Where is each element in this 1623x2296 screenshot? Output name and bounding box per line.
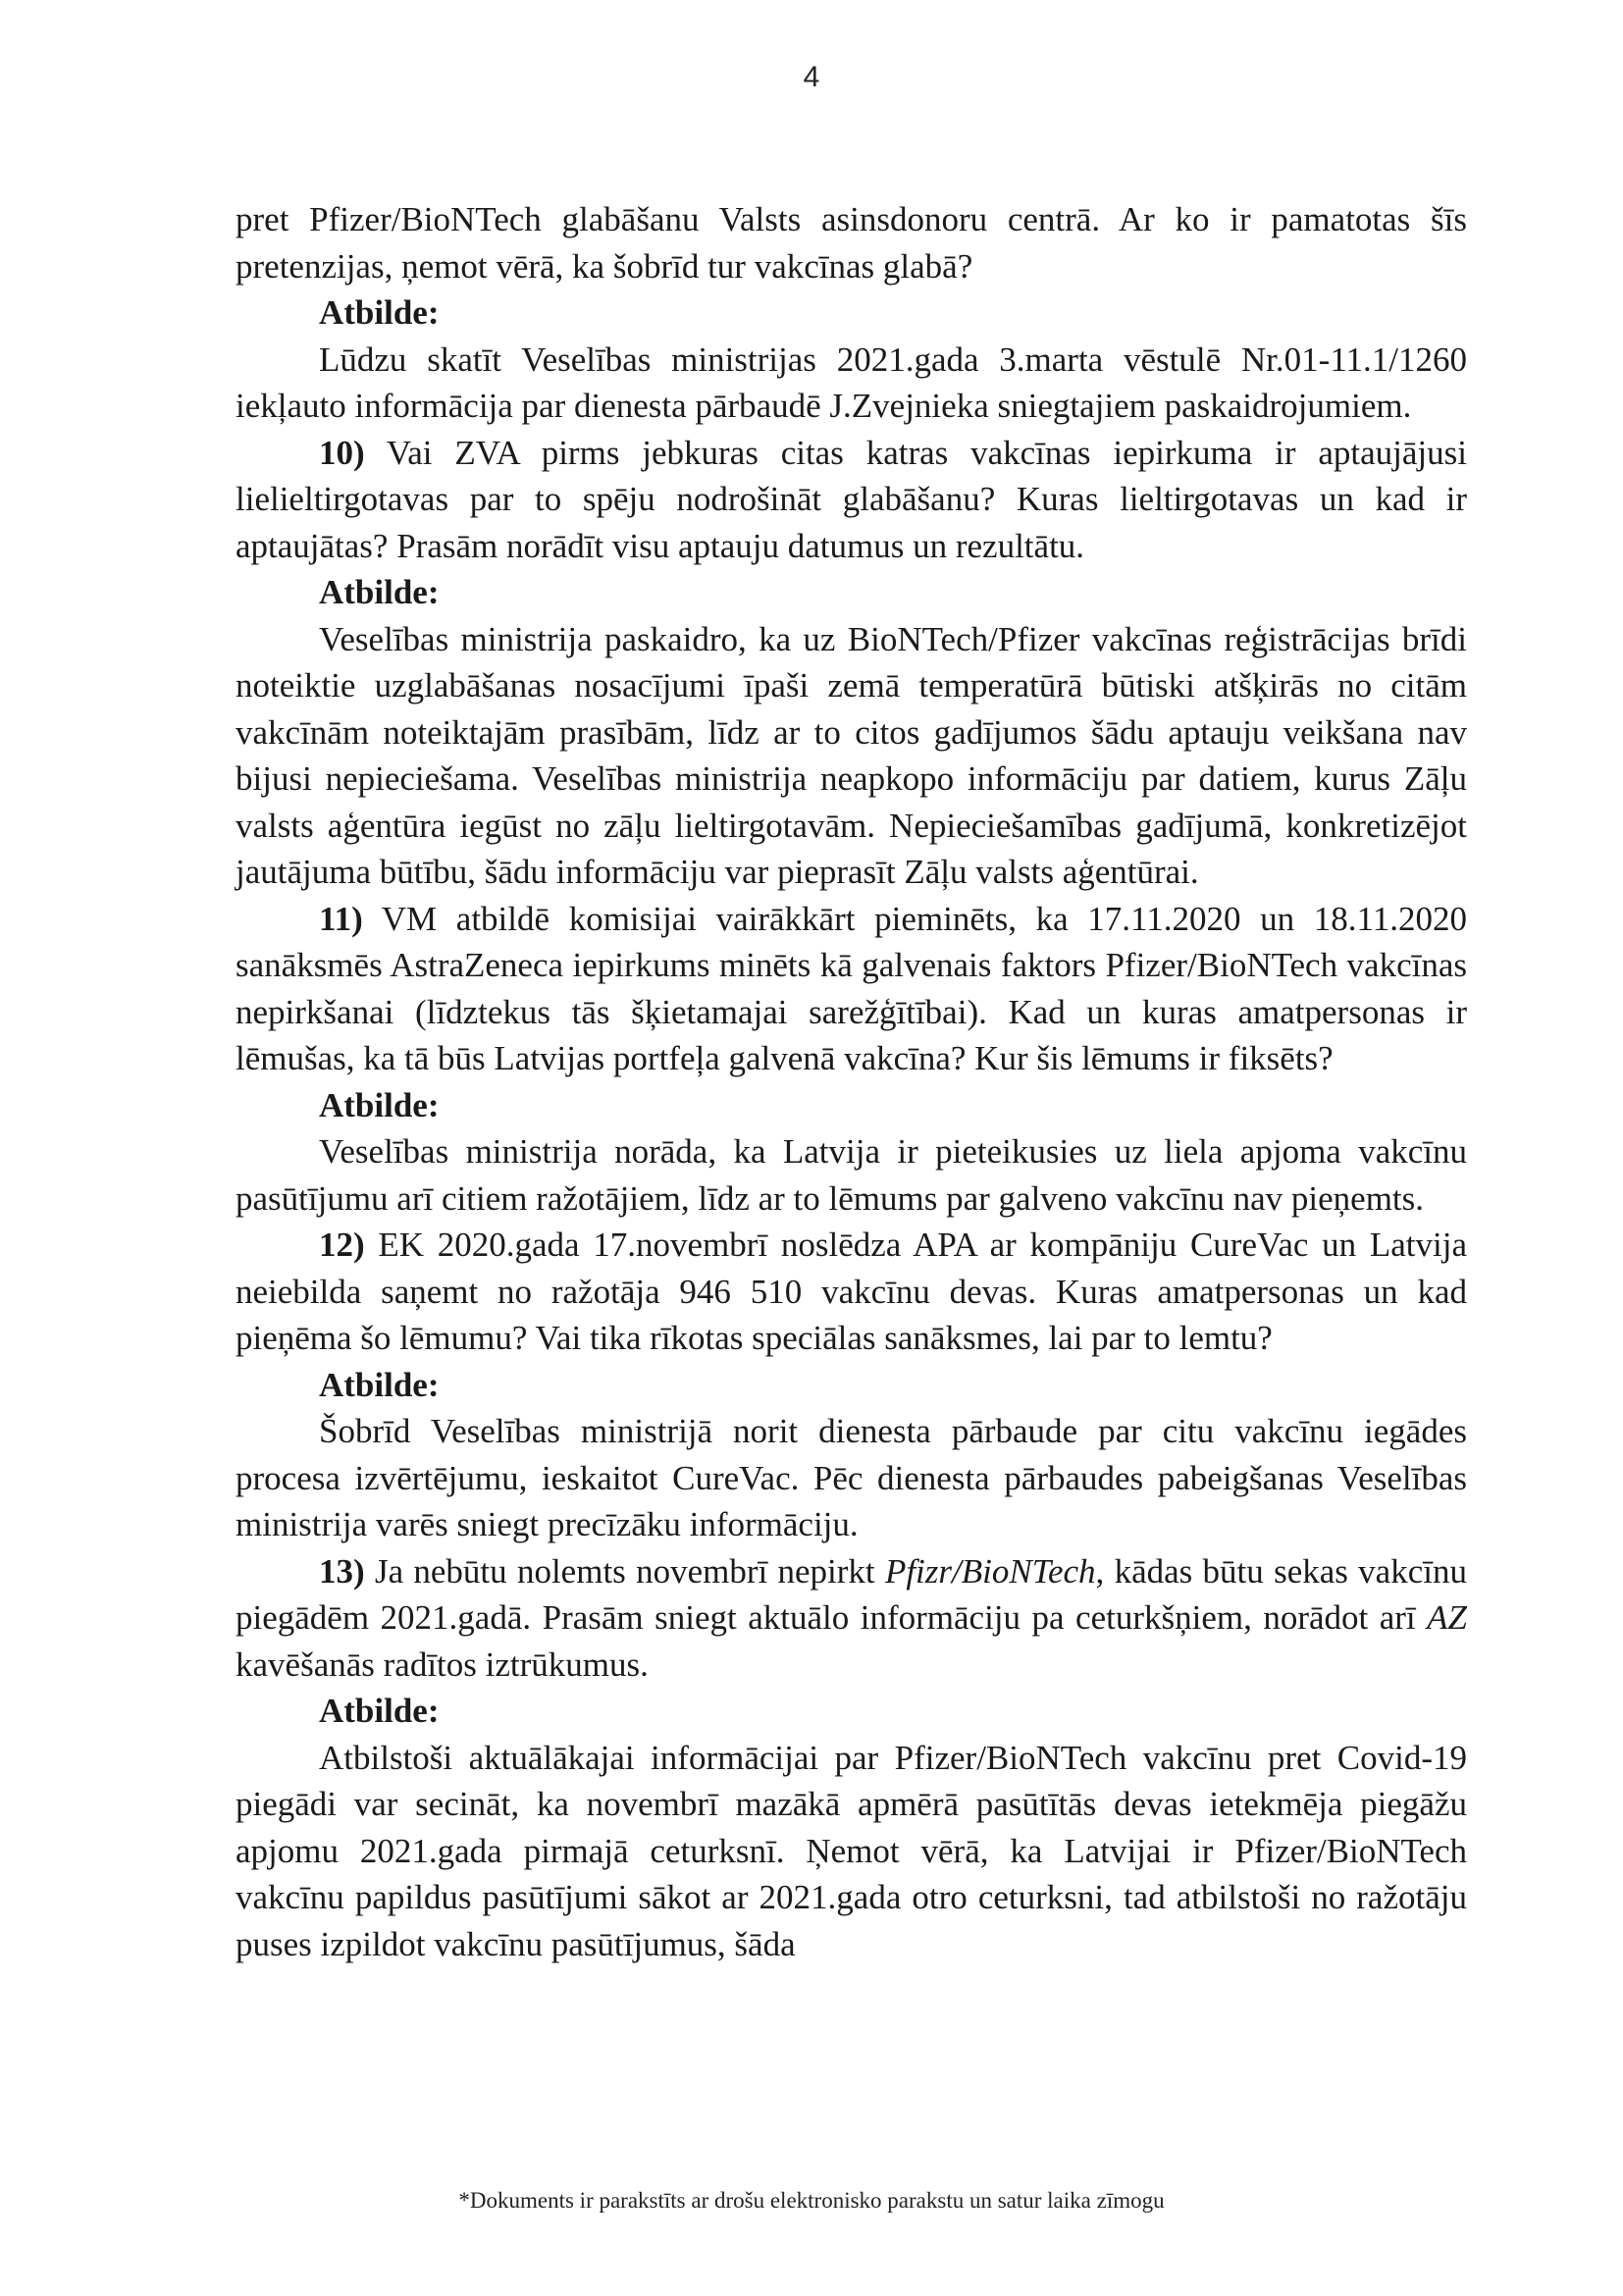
signature-footer-note: *Dokuments ir parakstīts ar drošu elektronisko parakstu un satur laika zīmogu [458, 2188, 1165, 2213]
answer-heading: Atbilde: [319, 1085, 440, 1124]
paragraph-continuation: pret Pfizer/BioNTech glabāšanu Valsts asinsdonoru centrā. Ar ko ir pamatotas šīs pretenzijas, ņemot vērā, ka šobrīd tur vakcīnas glabā? [236, 200, 1467, 286]
answer-paragraph: Atbilstoši aktuālākajai informācijai par Pfizer/BioNTech vakcīnu pret Covid-19 piegādi var secināt, ka novembrī mazākā apmērā pasūtītās devas ietekmēja piegāžu apjomu 2021.gada pirmajā ceturksnī. Ņemot vērā, ka Latvijai ir Pfizer/BioNTech vakcīnu papildus pasūtījumi sākot ar 2021.gada otro ceturksni, tad atbilstoši no ražotāju puses izpildot vakcīnu pasūtījumus, šāda [236, 1738, 1467, 1963]
question-text-middle: , kādas būtu sekas vakcīnu piegādēm 2021.gadā. Prasām sniegt aktuālo informāciju pa ceturkšņiem, norādot arī [236, 1551, 1467, 1637]
document-body [236, 196, 1467, 1967]
question-text: EK 2020.gada 17.novembrī noslēdza APA ar kompāniju CureVac un Latvija neiebilda saņemt no ražotāja 946 510 vakcīnu devas. Kuras amatpersonas un kad pieņēma šo lēmumu? Vai tika rīkotas speciālas sanāksmes, lai par to lemtu? [236, 1226, 1467, 1357]
question-number: 10) [319, 433, 365, 472]
question-11 [236, 896, 1467, 1082]
question-10 [236, 430, 1467, 570]
question-text: VM atbildē komisijai vairākkārt pieminēts, ka 17.11.2020 un 18.11.2020 sanāksmēs AstraZeneca iepirkums minēts kā galvenais faktors Pfizer/BioNTech vakcīnas nepirkšanai (līdztekus tās šķietamajai sarežģītībai). Kad un kuras amatpersonas ir lēmušas, ka tā būs Latvijas portfeļa galvenā vakcīna? Kur šis lēmums ir fiksēts? [236, 899, 1467, 1077]
question-text-end: kavēšanās radītos iztrūkumus. [236, 1644, 649, 1684]
answer-heading: Atbilde: [319, 293, 440, 332]
answer-paragraph: Lūdzu skatīt Veselības ministrijas 2021.gada 3.marta vēstulē Nr.01-11.1/1260 iekļauto informācija par dienesta pārbaudē J.Zvejnieka sniegtajiem paskaidrojumiem. [236, 339, 1467, 425]
question-italic-term: Pfizr/BioNTech [884, 1551, 1096, 1591]
page-number: 4 [803, 61, 820, 93]
question-number: 11) [319, 899, 363, 938]
answer-heading: Atbilde: [319, 1365, 440, 1404]
question-italic-abbrev: AZ [1427, 1598, 1467, 1637]
answer-paragraph: Veselības ministrija norāda, ka Latvija ir pieteikusies uz liela apjoma vakcīnu pasūtījumu arī citiem ražotājiem, līdz ar to lēmums par galveno vakcīnu nav pieņemts. [236, 1132, 1467, 1218]
question-12 [236, 1222, 1467, 1362]
answer-paragraph: Veselības ministrija paskaidro, ka uz BioNTech/Pfizer vakcīnas reģistrācijas brīdi noteiktie uzglabāšanas nosacījumi īpaši zemā temperatūrā būtiski atšķirās no citām vakcīnām noteiktajām prasībām, līdz ar to citos gadījumos šādu aptauju veikšana nav bijusi nepieciešama. Veselības ministrija neapkopo informāciju par datiem, kurus Zāļu valsts aģentūra iegūst no zāļu lieltirgotavām. Nepieciešamības gadījumā, konkretizējot jautājuma būtību, šādu informāciju var pieprasīt Zāļu valsts aģentūrai. [236, 619, 1467, 891]
question-number: 13) [319, 1551, 365, 1591]
question-number: 12) [319, 1226, 365, 1264]
question-text: Vai ZVA pirms jebkuras citas katras vakcīnas iepirkuma ir aptaujājusi lielieltirgotavas par to spēju nodrošināt glabāšanu? Kuras lieltirgotavas un kad ir aptaujātas? Prasām norādīt visu aptauju datumus un rezultātu. [236, 433, 1467, 565]
question-13 [236, 1548, 1467, 1689]
answer-heading: Atbilde: [319, 1692, 440, 1730]
question-text-start: Ja nebūtu nolemts novembrī nepirkt [364, 1551, 885, 1591]
answer-paragraph: Šobrīd Veselības ministrijā norit dienesta pārbaude par citu vakcīnu iegādes procesa izvērtējumu, ieskaitot CureVac. Pēc dienesta pārbaudes pabeigšanas Veselības ministrija varēs sniegt precīzāku informāciju. [236, 1412, 1467, 1543]
answer-heading: Atbilde: [319, 573, 440, 611]
